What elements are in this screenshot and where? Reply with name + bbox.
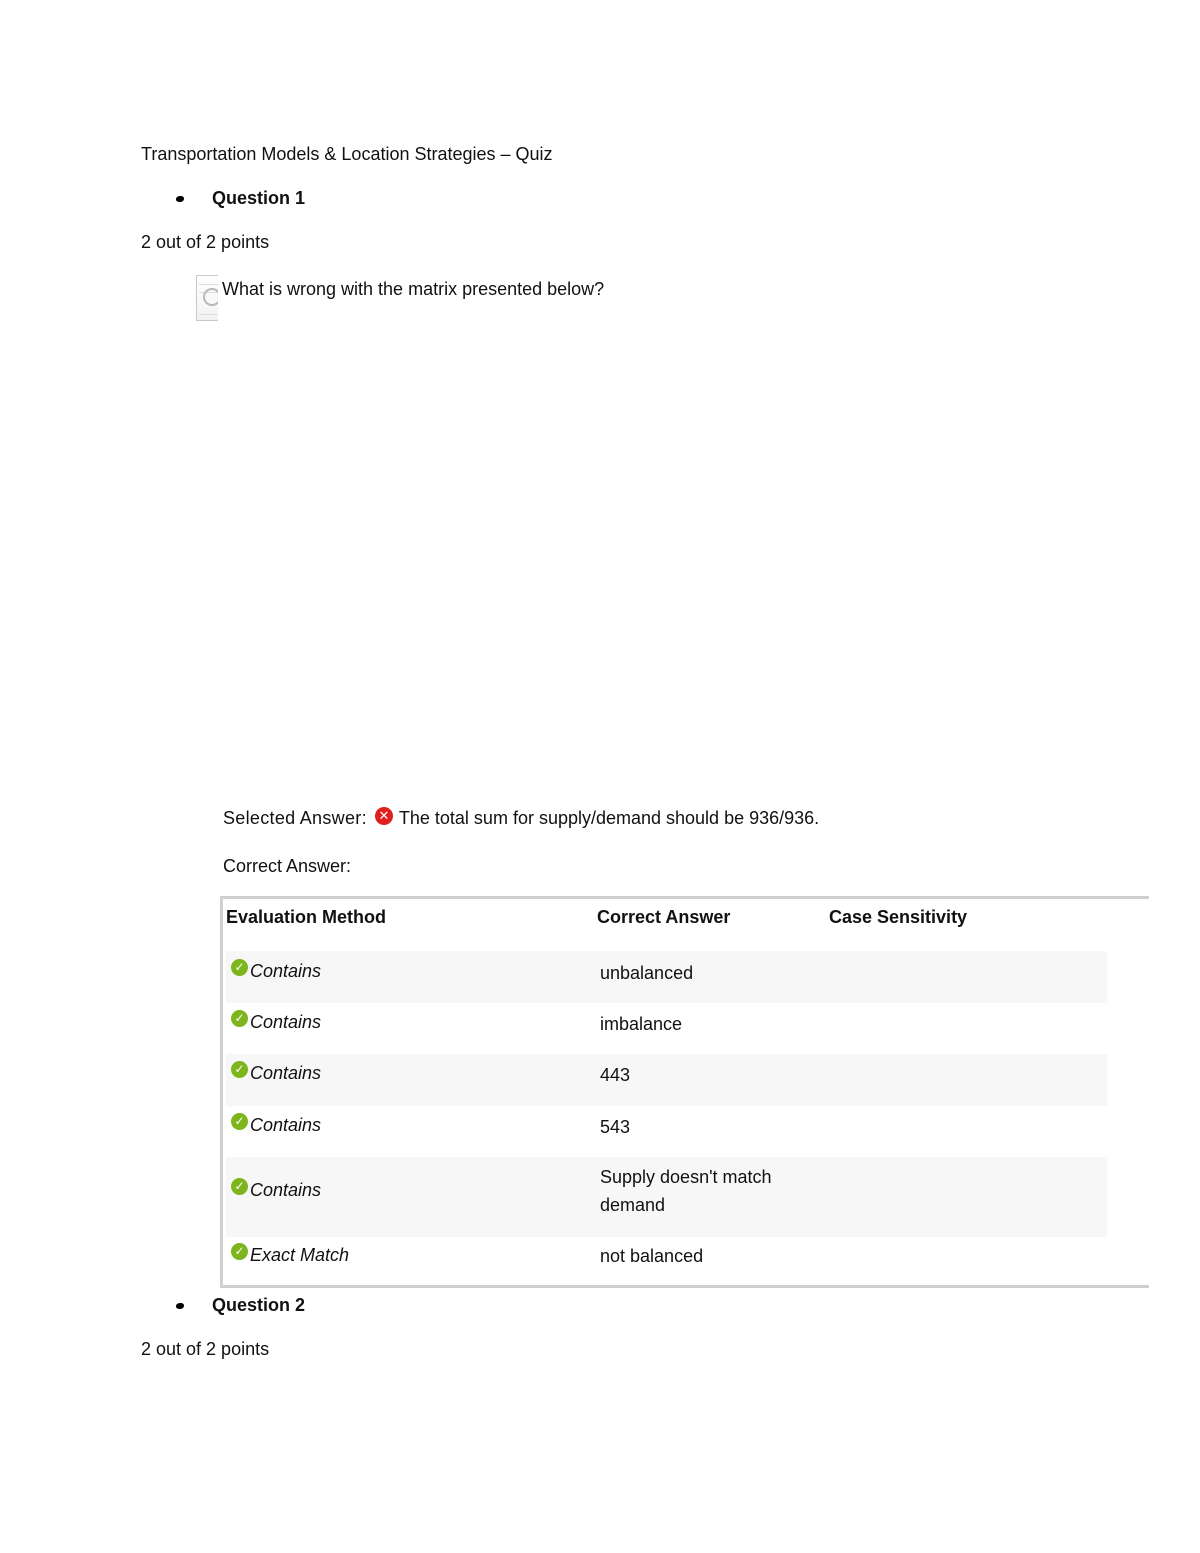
question-1-points: 2 out of 2 points bbox=[141, 232, 270, 252]
evaluation-method: Contains bbox=[250, 1063, 322, 1083]
evaluation-method: Contains bbox=[250, 1115, 322, 1135]
correct-answer-value: unbalanced bbox=[600, 963, 694, 983]
check-icon: ✓ bbox=[231, 1061, 248, 1078]
check-icon: ✓ bbox=[231, 1113, 248, 1130]
document-title: Transportation Models & Location Strategies – Quiz bbox=[141, 144, 553, 164]
table-row bbox=[226, 1106, 1107, 1158]
evaluation-method: Contains bbox=[250, 1180, 322, 1200]
evaluation-method: Exact Match bbox=[250, 1245, 350, 1265]
correct-answer-value: 443 bbox=[600, 1065, 631, 1085]
check-icon: ✓ bbox=[231, 1243, 248, 1260]
question-1-text: What is wrong with the matrix presented below? bbox=[222, 279, 605, 299]
header-case-sensitivity: Case Sensitivity bbox=[829, 907, 968, 927]
table-row bbox=[226, 1237, 1107, 1285]
selected-answer-text: The total sum for supply/demand should be 936/936. bbox=[398, 808, 820, 828]
bullet-icon bbox=[176, 1303, 184, 1309]
correct-answer-label: Correct Answer: bbox=[223, 856, 352, 876]
question-1-label: Question 1 bbox=[212, 188, 306, 208]
selected-answer-label: Selected Answer: bbox=[223, 808, 367, 828]
table-row bbox=[226, 1157, 1107, 1237]
incorrect-x-icon: ✕ bbox=[375, 807, 393, 825]
bullet-icon bbox=[176, 196, 184, 202]
evaluation-method: Contains bbox=[250, 961, 322, 981]
correct-answer-value: not balanced bbox=[600, 1246, 704, 1266]
header-evaluation-method: Evaluation Method bbox=[226, 907, 387, 927]
question-2-label: Question 2 bbox=[212, 1295, 306, 1315]
evaluation-method: Contains bbox=[250, 1012, 322, 1032]
check-icon: ✓ bbox=[231, 1178, 248, 1195]
correct-answer-value: imbalance bbox=[600, 1014, 683, 1034]
correct-answer-table bbox=[220, 896, 1149, 1288]
check-icon: ✓ bbox=[231, 1010, 248, 1027]
question-2-points: 2 out of 2 points bbox=[141, 1339, 270, 1359]
question-image-icon bbox=[196, 275, 218, 321]
check-icon: ✓ bbox=[231, 959, 248, 976]
correct-answer-value: 543 bbox=[600, 1117, 631, 1137]
header-correct-answer: Correct Answer bbox=[597, 907, 731, 927]
table-row bbox=[226, 951, 1107, 1003]
table-row bbox=[226, 1003, 1107, 1055]
table-row bbox=[226, 1054, 1107, 1106]
selected-answer-row bbox=[223, 808, 819, 829]
correct-answer-value: Supply doesn't match demand bbox=[600, 1167, 772, 1215]
